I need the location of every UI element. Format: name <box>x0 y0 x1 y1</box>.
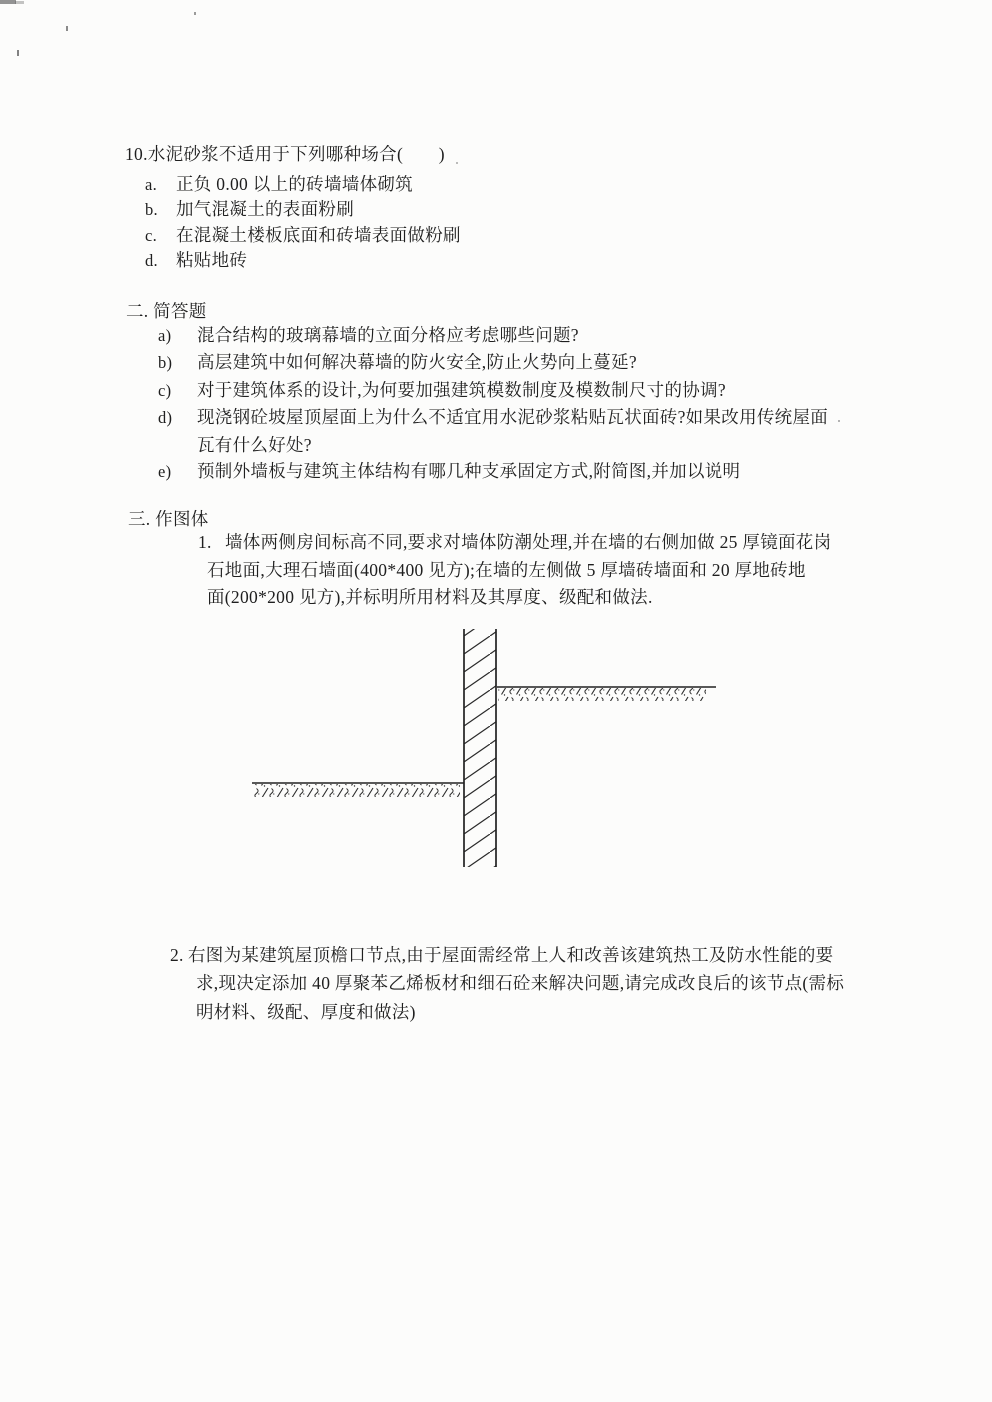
question-10-options <box>145 172 461 274</box>
drawing-item-1 <box>198 529 831 612</box>
item-text: 明材料、级配、厚度和做法) <box>196 1001 416 1022</box>
masonry-wall <box>464 629 496 867</box>
item-text: 预制外墙板与建筑主体结构有哪几种支承固定方式,附简图,并加以说明 <box>197 461 741 482</box>
item-text: 面(200*200 见方),并标明所用材料及其厚度、级配和做法. <box>207 587 653 608</box>
wall-section-figure <box>230 618 730 878</box>
item-marker: e) <box>158 462 172 482</box>
option-text: 粘贴地砖 <box>176 250 248 271</box>
section-2-items <box>158 322 828 485</box>
drawing-item-2 <box>170 941 844 1026</box>
scan-artifact <box>838 420 840 422</box>
short-answer-item-d-continuation <box>158 432 828 458</box>
scan-artifact <box>17 50 19 56</box>
item-text: 现浇钢砼坡屋顶屋面上为什么不适宜用水泥砂浆粘贴瓦状面砖?如果改用传统屋面 <box>197 407 829 428</box>
scan-artifact <box>456 162 458 164</box>
item-marker: 2. <box>170 945 184 965</box>
question-10-option-b <box>145 197 461 222</box>
drawing-item-2-line-3 <box>170 998 844 1026</box>
item-text: 石地面,大理石墙面(400*400 见方);在墙的左侧做 5 厚墙砖墙面和 20 厚地砖地 <box>207 559 806 580</box>
item-text: 右图为某建筑屋顶檐口节点,由于屋面需经常上人和改善该建筑热工及防水性能的要 <box>188 945 834 965</box>
item-text: 求,现决定添加 40 厚聚苯乙烯板材和细石砼来解决问题,请完成改良后的该节点(需标 <box>196 973 845 994</box>
item-marker: b) <box>158 353 173 373</box>
option-marker: c. <box>145 225 158 245</box>
option-marker: a. <box>145 175 158 194</box>
item-text: 对于建筑体系的设计,为何要加强建筑模数制度及模数制尺寸的协调? <box>197 379 726 400</box>
drawing-item-2-line-1 <box>170 941 844 969</box>
ground-line-left <box>252 783 464 797</box>
drawing-item-1-line-3 <box>198 584 831 612</box>
option-text: 加气混凝土的表面粉刷 <box>176 199 354 220</box>
section-3-heading <box>128 506 209 532</box>
scan-artifact <box>66 26 68 31</box>
short-answer-item-e <box>158 458 828 485</box>
option-text: 正负 0.00 以上的砖墙墙体砌筑 <box>176 174 413 194</box>
option-marker: d. <box>145 251 158 271</box>
short-answer-item-c <box>158 377 828 404</box>
item-text: 混合结构的玻璃幕墙的立面分格应考虑哪些问题? <box>197 325 579 345</box>
short-answer-item-a <box>158 322 828 349</box>
item-text: 瓦有什么好处? <box>197 434 312 455</box>
item-marker: c) <box>158 380 172 400</box>
section-3-heading-text: 三. 作图体 <box>128 509 209 529</box>
short-answer-item-b <box>158 349 828 376</box>
option-marker: b. <box>145 200 158 220</box>
drawing-item-1-line-1 <box>198 529 831 557</box>
scan-artifact <box>0 0 16 4</box>
section-2-heading <box>126 298 207 324</box>
ground-line-right <box>497 687 716 701</box>
question-10-option-c <box>145 223 461 248</box>
question-10-option-a <box>145 172 461 197</box>
drawing-item-1-line-2 <box>198 557 831 585</box>
option-text: 在混凝土楼板底面和砖墙表面做粉刷 <box>176 224 461 245</box>
item-marker: 1. <box>198 532 212 552</box>
item-text: 高层建筑中如何解决幕墙的防火安全,防止火势向上蔓延? <box>197 352 637 373</box>
question-10-stem <box>125 142 445 167</box>
drawing-item-2-line-2 <box>170 969 844 997</box>
item-text: 墙体两侧房间标高不同,要求对墙体防潮处理,并在墙的右侧加做 25 厚镜面花岗 <box>225 532 832 552</box>
short-answer-item-d <box>158 404 828 431</box>
scan-artifact <box>194 12 196 15</box>
section-2-heading-text: 二. 简答题 <box>126 301 207 321</box>
question-10-option-d <box>145 248 461 273</box>
item-marker: a) <box>158 326 172 345</box>
scan-artifact <box>15 1 24 4</box>
question-10-stem-text: 10.水泥砂浆不适用于下列哪种场合( ) <box>125 144 445 164</box>
item-marker: d) <box>158 408 173 428</box>
